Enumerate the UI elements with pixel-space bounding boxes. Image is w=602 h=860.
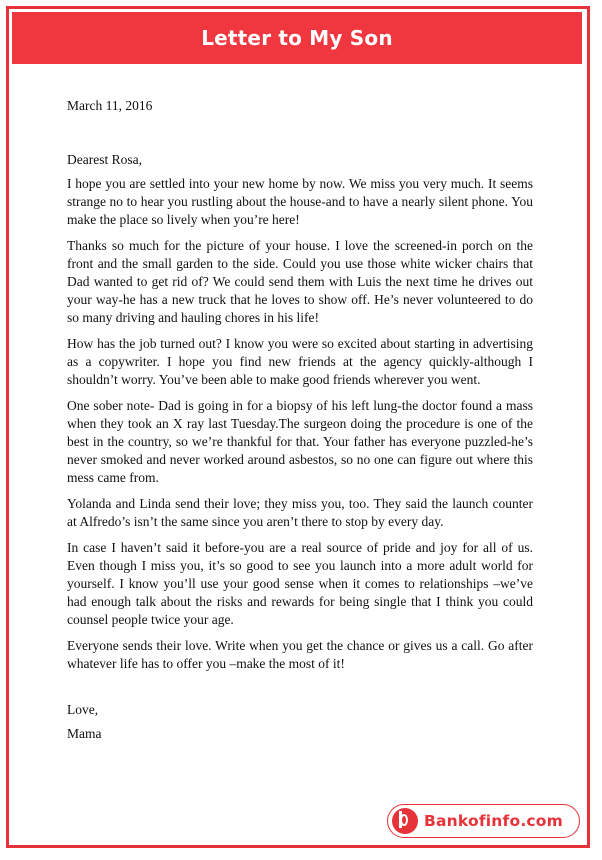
letter-paragraph-1: I hope you are settled into your new home by now. We miss you very much. It seems strange no to hear you rustling about the house-and to have a nearly silent phone. You make the place so lively when you’re here! <box>67 176 533 227</box>
letter-paragraph-5: Yolanda and Linda send their love; they miss you, too. They said the launch counter at Alfredo’s isn’t the same since you aren’t there to stop by every day. <box>67 496 533 529</box>
letter-paragraph-3: How has the job turned out? I know you were so excited about starting in advertising as a copywriter. I hope you find new friends at the agency quickly-although I shouldn’t worry. You’ve been able to make good friends wherever you went. <box>67 336 533 387</box>
logo-text: Bankofinfo.com <box>424 812 564 830</box>
letter-paragraph-6: In case I haven’t said it before-you are a real source of pride and joy for all of us. Even though I miss you, it’s so good to see you launch into a more adult world for yourself. I know you’ll use your good sense when it comes to relationships –we’ve had enough talk about the risks and rewards for being single that I think you could counsel people twice your age. <box>67 540 533 627</box>
letter-salutation: Dearest Rosa, <box>67 152 142 167</box>
letter-body <box>67 97 533 743</box>
page-title: Letter to My Son <box>201 26 393 50</box>
letter-signature: Mama <box>67 726 102 741</box>
bankofinfo-logo[interactable] <box>387 804 580 838</box>
letter-paragraph-2: Thanks so much for the picture of your house. I love the screened-in porch on the front and the small garden to the side. Could you use those white wicker chairs that Dad wanted to get rid of? We could send them with Luis the next time he drives out your way-he has a new truck that he loves to show off. He’s never volunteered to do so many driving and hauling chores in his life! <box>67 238 533 325</box>
letter-paragraph-4: One sober note- Dad is going in for a biopsy of his left lung-the doctor found a mass when they took an X ray last Tuesday.The surgeon doing the procedure is one of the best in the country, so we’re thankful for that. Your father has everyone puzzled-he’s never smoked and never worked around asbestos, so no one can figure out where this mess came from. <box>67 398 533 485</box>
letter-header <box>12 12 582 64</box>
letter-paragraph-7: Everyone sends their love. Write when you get the chance or gives us a call. Go after whatever life has to offer you –make the most of it! <box>67 638 533 671</box>
letter-date: March 11, 2016 <box>67 98 153 113</box>
letter-closing: Love, <box>67 702 99 717</box>
bankofinfo-logo-icon <box>392 808 418 834</box>
